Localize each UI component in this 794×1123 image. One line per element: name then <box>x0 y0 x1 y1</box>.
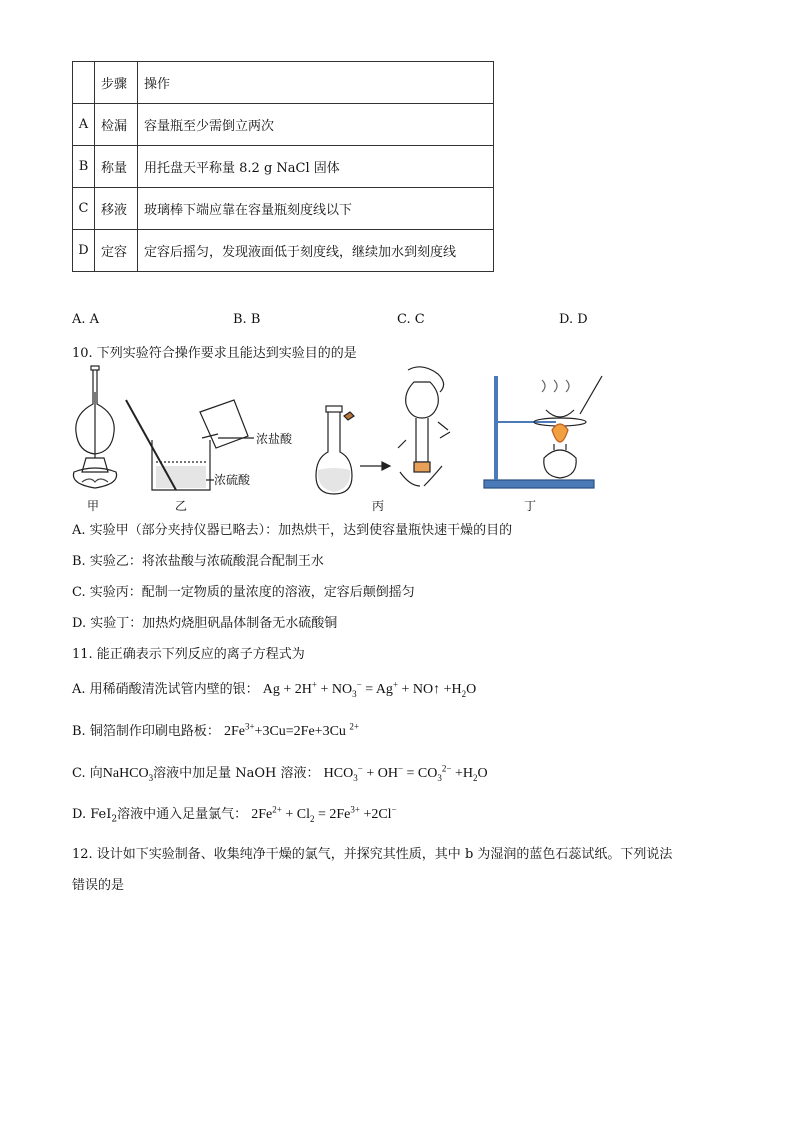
figure-label-ding: 丁 <box>524 499 537 513</box>
q11-a-text: A. 用稀硝酸清洗试管内壁的银： <box>72 682 259 697</box>
figure-label-jia: 甲 <box>87 499 100 513</box>
row-step: 移液 <box>95 188 138 230</box>
q11-d-equation: $2Fe^{2+} + Cl_2 = 2Fe^{3+} +2Cl^-$ <box>251 804 397 824</box>
table-row <box>73 146 494 188</box>
q11-option-d[interactable]: D. FeI$_2$溶液中通入足量氯气： $2Fe^{2+} + Cl_2 = 2Fe^{3+} +2Cl^-$ <box>72 804 397 825</box>
q10-option-c[interactable]: C. 实验丙：配制一定物质的量浓度的溶液，定容后颠倒摇匀 <box>72 585 415 600</box>
option-d[interactable]: D. D <box>559 312 588 327</box>
apparatus-bing-icon <box>316 367 450 494</box>
q11-d-text-2: 溶液中通入足量氯气： <box>117 807 248 822</box>
q11-option-a[interactable] <box>72 678 476 699</box>
row-letter: B <box>73 146 95 188</box>
operations-table <box>72 61 494 272</box>
row-operation: 容量瓶至少需倒立两次 <box>138 104 494 146</box>
question-12-line-1: 12. 设计如下实验制备、收集纯净干燥的氯气，并探究其性质，其中 b 为湿润的蓝色石蕊试纸。下列说法 <box>72 847 673 862</box>
apparatus-figure <box>60 362 620 514</box>
option-a[interactable]: A. A <box>72 312 100 327</box>
table-row <box>73 230 494 272</box>
option-c[interactable]: C. C <box>397 312 425 327</box>
row-step: 称量 <box>95 146 138 188</box>
row-operation: 玻璃棒下端应靠在容量瓶刻度线以下 <box>138 188 494 230</box>
table-row <box>73 104 494 146</box>
table-header-cell: 步骤 <box>95 62 138 104</box>
q11-c-nahco3: NaHCO$_3$ <box>102 766 154 783</box>
table-header-row <box>73 62 494 104</box>
question-10-stem: 10. 下列实验符合操作要求且能达到实验目的的是 <box>72 346 357 361</box>
row-operation: 用托盘天平称量 8.2 g NaCl 固体 <box>138 146 494 188</box>
row-letter: D <box>73 230 95 272</box>
row-step: 定容 <box>95 230 138 272</box>
q10-option-b[interactable]: B. 实验乙：将浓盐酸与浓硫酸混合配制王水 <box>72 554 324 569</box>
label-conc-h2so4: 浓硫酸 <box>214 473 251 487</box>
q11-c-equation: $HCO_3^- + OH^- = CO_3^{2-} +H_2O$ <box>323 763 488 783</box>
figure-label-bing: 丙 <box>372 499 385 513</box>
q11-option-b[interactable] <box>72 720 359 740</box>
q11-c-text-2: 溶液中加足量 NaOH 溶液： <box>153 766 320 781</box>
question-11-stem: 11. 能正确表示下列反应的离子方程式为 <box>72 647 305 662</box>
q11-option-c[interactable] <box>72 762 488 783</box>
row-letter: A <box>73 104 95 146</box>
q11-c-text-1: C. 向 <box>72 766 103 781</box>
label-conc-hcl: 浓盐酸 <box>256 432 293 446</box>
q11-b-equation: $2Fe^{3+}+3Cu=2Fe+3Cu$ $^{2+}$ <box>223 721 359 739</box>
apparatus-ding-icon <box>484 376 602 488</box>
table-row <box>73 188 494 230</box>
q10-option-a[interactable]: A. 实验甲（部分夹持仪器已略去）：加热烘干，达到使容量瓶快速干燥的目的 <box>72 523 513 538</box>
table-header-cell: 操作 <box>138 62 494 104</box>
table-header-cell <box>73 62 95 104</box>
row-step: 检漏 <box>95 104 138 146</box>
q11-b-text: B. 铜箔制作印刷电路板： <box>72 724 220 739</box>
apparatus-jia-icon <box>73 366 116 488</box>
option-b[interactable]: B. B <box>233 312 261 327</box>
question-12-line-2: 错误的是 <box>72 878 125 893</box>
row-operation: 定容后摇匀，发现液面低于刻度线，继续加水到刻度线 <box>138 230 494 272</box>
figure-label-yi: 乙 <box>175 499 188 513</box>
row-letter: C <box>73 188 95 230</box>
q11-d-text-1: D. FeI <box>72 807 112 822</box>
q11-a-equation: $Ag + 2H^+ + NO_3^- = Ag^+$ + NO↑ $+H_2O$ <box>262 679 477 699</box>
q10-option-d[interactable]: D. 实验丁：加热灼烧胆矾晶体制备无水硫酸铜 <box>72 616 338 631</box>
